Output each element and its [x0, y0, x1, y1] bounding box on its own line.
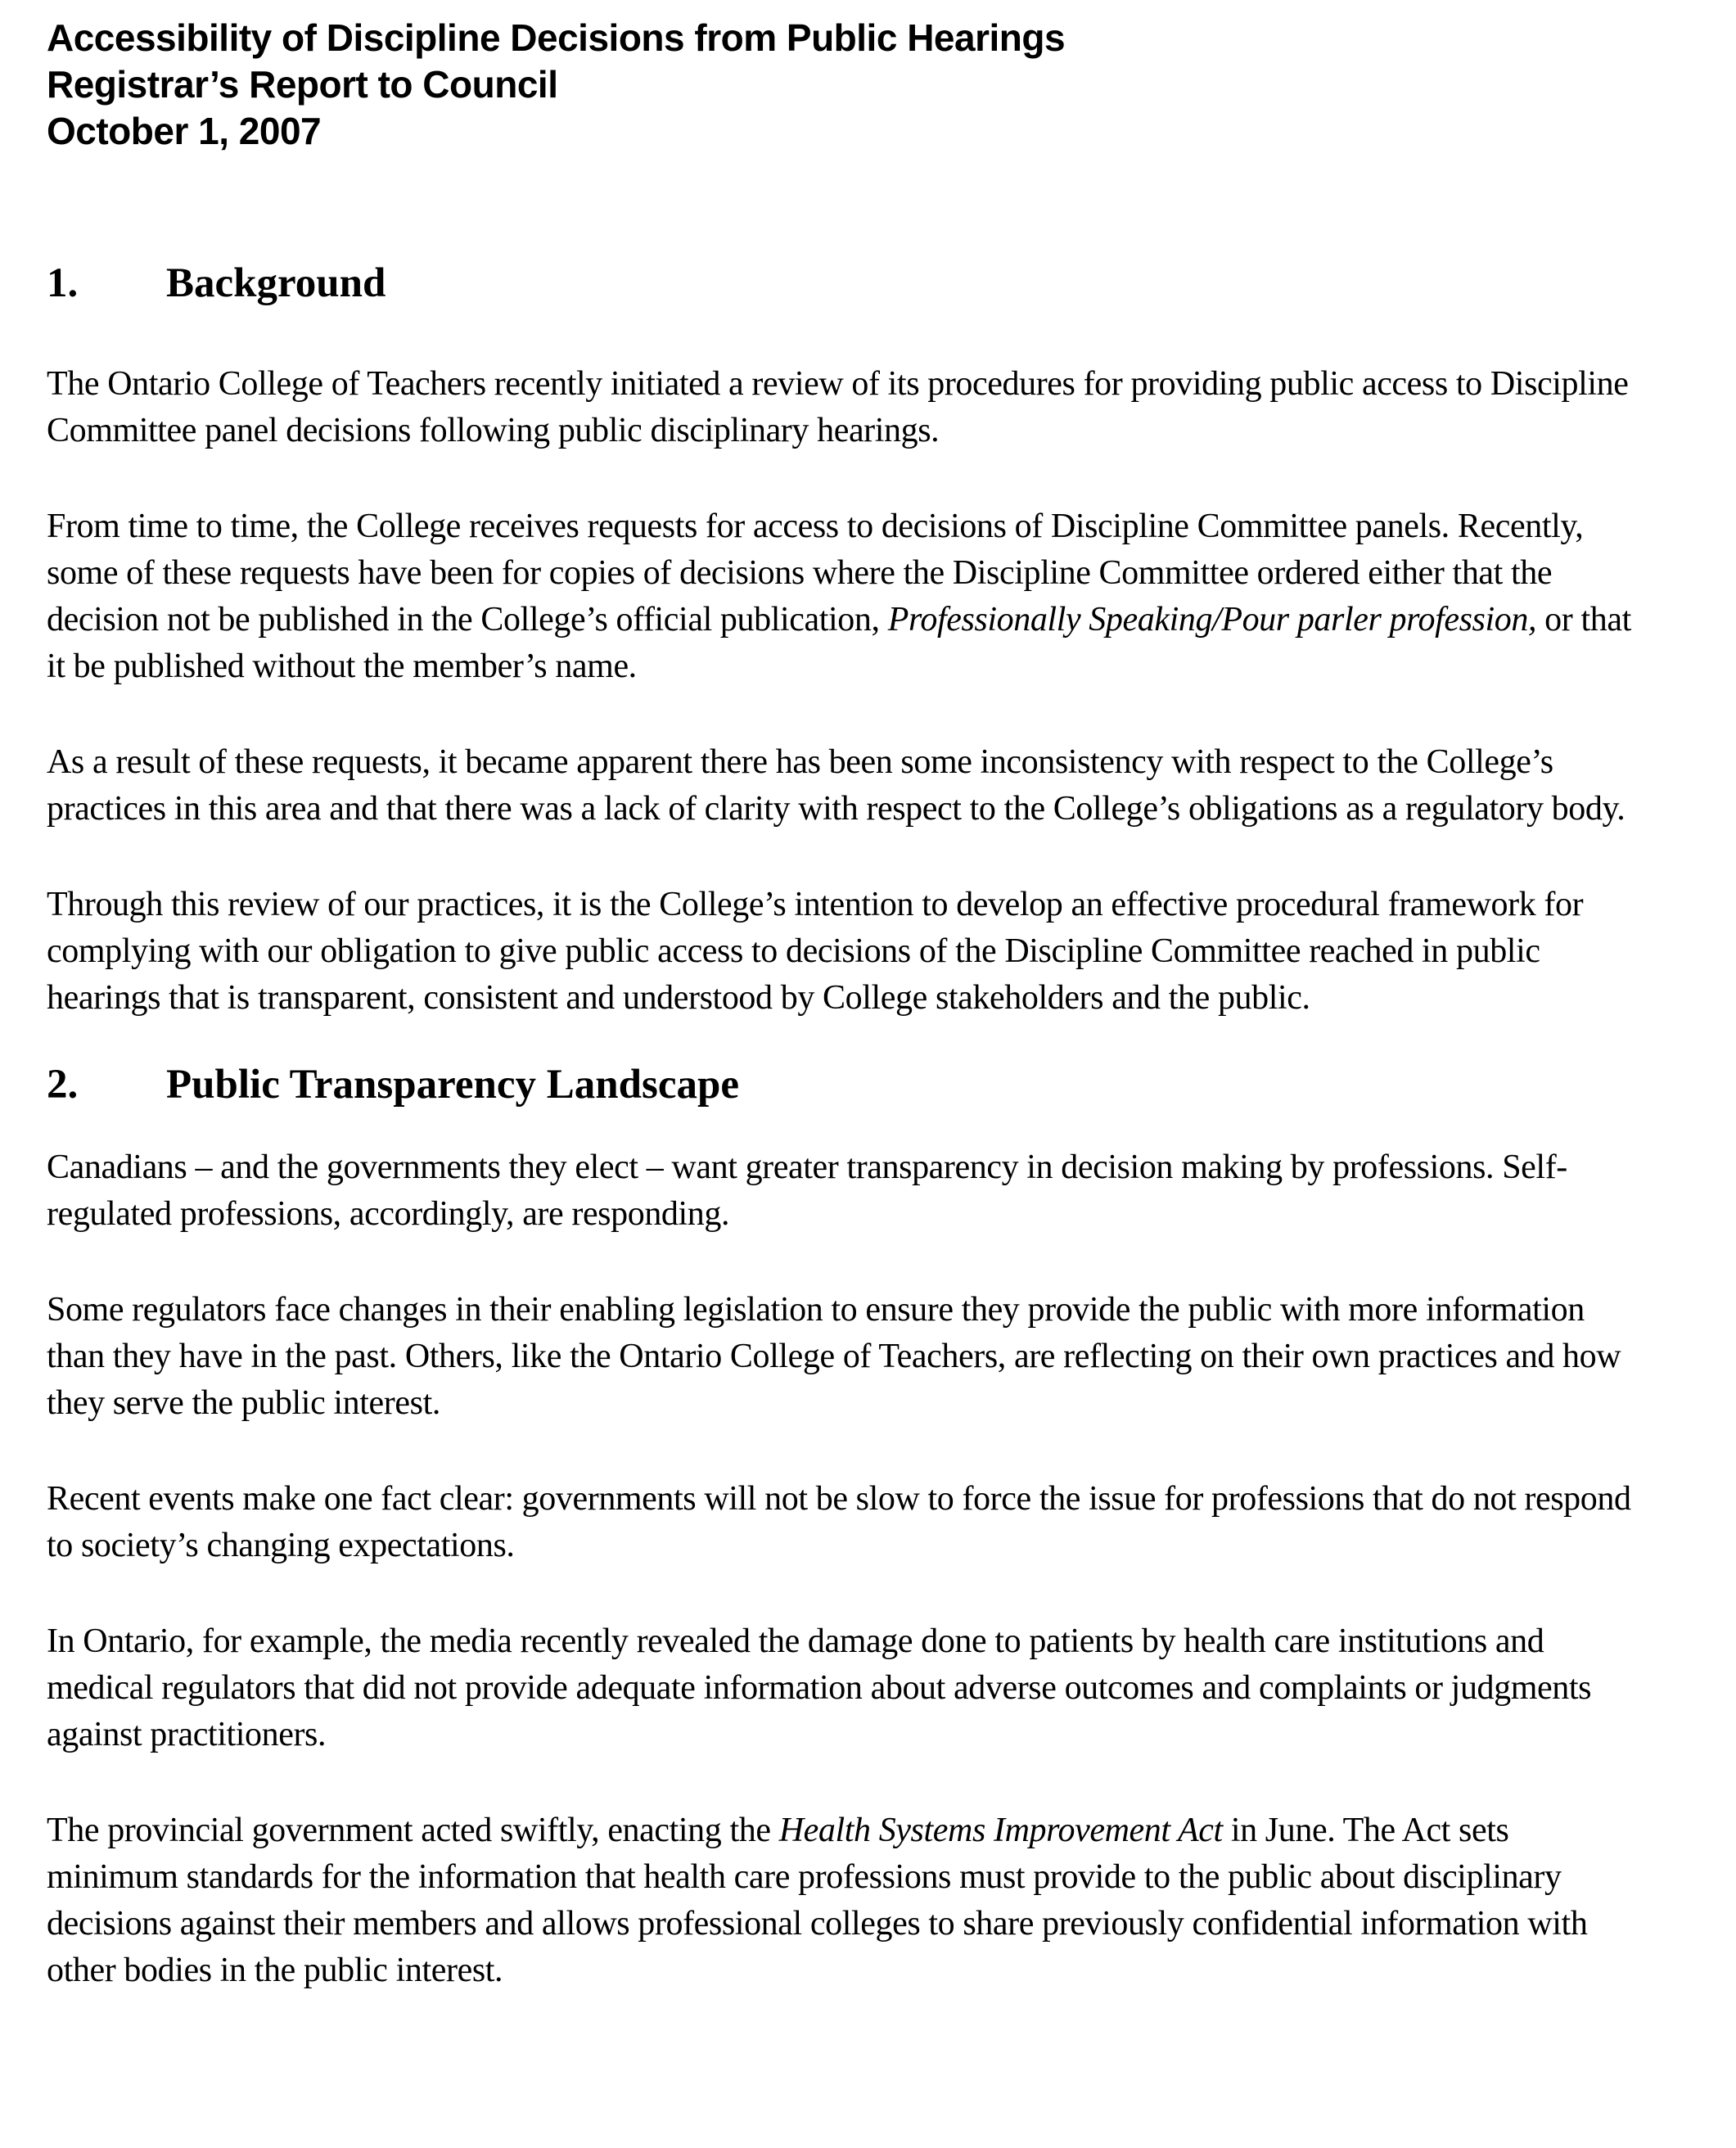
paragraph-run: or that it be published without the member’s name.	[47, 601, 1631, 685]
paragraph-run: In Ontario, for example, the media recently revealed the damage done to patients by health care institutions and medical regulators that did not provide adequate information about adverse outcomes and complaints or judgments against practitioners.	[47, 1622, 1592, 1753]
paragraph-run: Canadians – and the governments they elect – want greater transparency in decision making by professions. Self-regulated professions, accordingly, are responding.	[47, 1148, 1567, 1233]
paragraph-run: in June. The Act sets minimum standards for the information that health care professions must provide to the public about disciplinary decisions against their members and allows professional colleges to share previously confidential information with other bodies in the public interest.	[47, 1812, 1588, 1989]
document-date-line: October 1, 2007	[47, 110, 322, 152]
paragraph	[47, 1144, 1631, 1238]
section-1-number: 1.	[47, 260, 79, 306]
italic-run: Health Systems Improvement Act	[778, 1812, 1223, 1849]
section-1-title: Background	[166, 260, 386, 306]
section-2-title: Public Transparency Landscape	[166, 1062, 739, 1108]
paragraph-run: Recent events make one fact clear: governments will not be slow to force the issue for professions that do not respond to society’s changing expectations.	[47, 1480, 1631, 1564]
paragraph	[47, 503, 1631, 690]
paragraph	[47, 1618, 1631, 1758]
paragraph-run: As a result of these requests, it became apparent there has been some inconsistency with respect to the College’s practices in this area and that there was a lack of clarity with respect to the College’s obligations as a regulatory body.	[47, 743, 1626, 828]
document-header	[47, 15, 1631, 155]
section-2-heading	[47, 1059, 1631, 1110]
paragraph	[47, 1807, 1631, 1994]
paragraph-run: From time to time, the College receives requests for access to decisions of Discipline Committee panels. Recently, some of these requests have been for copies of decisions where the Discipline Committee ordered either that the decision not be published in the College’s official publication,	[47, 508, 1584, 639]
paragraph-run: The Ontario College of Teachers recently initiated a review of its procedures for providing public access to Discipline Committee panel decisions following public disciplinary hearings.	[47, 365, 1629, 449]
paragraph-run: Some regulators face changes in their enabling legislation to ensure they provide the public with more information than they have in the past. Others, like the Ontario College of Teachers, are reflecting on their own practices and how they serve the public interest.	[47, 1291, 1621, 1422]
paragraph-run: The provincial government acted swiftly, enacting the	[47, 1812, 779, 1849]
section-background	[47, 258, 1631, 1022]
document-title-line-1: Accessibility of Discipline Decisions from Public Hearings	[47, 16, 1066, 59]
paragraph-run: Through this review of our practices, it is the College’s intention to develop an effective procedural framework for complying with our obligation to give public access to decisions of the Discipline Committee reached in public hearings that is transparent, consistent and understood by College stakeholders and the public.	[47, 886, 1584, 1017]
paragraph	[47, 1476, 1631, 1569]
italic-run: Professionally Speaking/Pour parler profession,	[887, 601, 1537, 639]
section-1-heading	[47, 258, 1631, 309]
document-title-line-2: Registrar’s Report to Council	[47, 63, 558, 106]
paragraph	[47, 882, 1631, 1022]
paragraph	[47, 361, 1631, 454]
section-2-number: 2.	[47, 1062, 79, 1108]
paragraph	[47, 739, 1631, 833]
paragraph	[47, 1287, 1631, 1427]
section-public-transparency-landscape	[47, 1059, 1631, 1994]
